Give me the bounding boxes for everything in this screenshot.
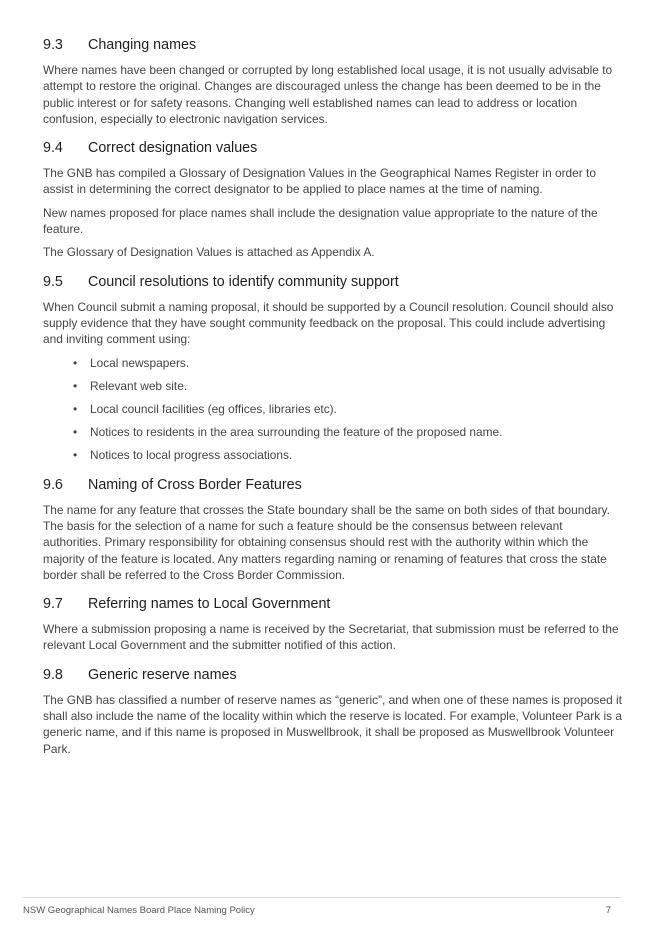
section-9-8 — [43, 666, 623, 757]
section-heading — [43, 36, 623, 54]
section-heading — [43, 139, 623, 157]
bullet-item — [43, 378, 623, 394]
section-paragraph: The GNB has compiled a Glossary of Designation Values in the Geographical Names Register in order to assist in determining the correct designator to be applied to place names at the time of naming. — [43, 166, 596, 197]
section-heading — [43, 666, 623, 684]
section-title: Generic reserve names — [88, 666, 237, 683]
section-heading — [43, 273, 623, 291]
bullet-marker: • — [73, 355, 78, 370]
section-9-6 — [43, 476, 623, 583]
section-number: 9.7 — [43, 596, 63, 613]
section-title: Council resolutions to identify community support — [88, 273, 399, 290]
section-9-5 — [43, 273, 623, 464]
section-title: Naming of Cross Border Features — [88, 476, 302, 493]
section-paragraph: The Glossary of Designation Values is attached as Appendix A. — [43, 245, 375, 260]
section-number: 9.5 — [43, 273, 63, 290]
section-paragraph: The GNB has classified a number of reserve names as “generic”, and when one of these names is proposed it shall also include the name of the locality within which the reserve is located. For example, Volunteer Park is a generic name, and if this name is proposed in Muswellbrook, it shall be proposed as Muswellbrook Volunteer Park. — [43, 692, 622, 756]
page-number: 7 — [605, 905, 611, 916]
section-number: 9.8 — [43, 666, 63, 683]
section-paragraph: Where a submission proposing a name is received by the Secretariat, that submission must be referred to the relevant Local Government and the submitter notified of this action. — [43, 622, 619, 653]
section-paragraph: The name for any feature that crosses the State boundary shall be the same on both sides of that boundary. The basis for the selection of a name for such a feature should be the consensus between relevant authorities. Primary responsibility for obtaining consensus should rest with the authority within which the majority of the feature is located. Any matters regarding naming or renaming of features that cross the state border shall be referred to the Cross Border Commission. — [43, 502, 610, 582]
section-9-3 — [43, 36, 623, 127]
bullet-text: Notices to residents in the area surrounding the feature of the proposed name. — [90, 425, 503, 440]
section-title: Correct designation values — [88, 140, 258, 157]
section-heading — [43, 595, 623, 613]
section-9-7 — [43, 595, 623, 654]
bullet-item — [43, 401, 623, 417]
section-heading — [43, 476, 623, 494]
bullet-marker: • — [73, 448, 78, 463]
section-number: 9.6 — [43, 476, 63, 493]
bullet-item — [43, 355, 623, 371]
bullet-marker: • — [73, 401, 78, 416]
bullet-text: Local newspapers. — [90, 355, 190, 370]
bullet-marker: • — [73, 378, 78, 393]
section-number: 9.4 — [43, 140, 63, 157]
bullet-text: Local council facilities (eg offices, libraries etc). — [90, 401, 337, 416]
document-page — [43, 36, 623, 769]
footer-title: NSW Geographical Names Board Place Naming Policy — [23, 905, 255, 916]
section-paragraph: New names proposed for place names shall include the designation value appropriate to the nature of the feature. — [43, 205, 598, 237]
page-footer — [23, 897, 621, 916]
section-paragraph: When Council submit a naming proposal, it should be supported by a Council resolution. Council should also supply evidence that they have sought community feedback on the proposal. This could include advertising and inviting comment using: — [43, 299, 614, 347]
bullet-list — [43, 355, 623, 464]
section-title: Changing names — [88, 37, 197, 53]
section-9-4 — [43, 139, 623, 260]
section-paragraph: Where names have been changed or corrupted by long established local usage, it is not usually advisable to attempt to restore the original. Changes are discouraged unless the change has been deemed to be in the public interest or for safety reasons. Changing well established names can lead to address or location confusion, especially to electronic navigation services. — [43, 63, 613, 126]
bullet-text: Relevant web site. — [90, 378, 188, 393]
bullet-item — [43, 424, 623, 440]
bullet-marker: • — [73, 425, 78, 440]
section-title: Referring names to Local Government — [88, 596, 331, 613]
bullet-text: Notices to local progress associations. — [90, 448, 293, 463]
section-number: 9.3 — [43, 37, 63, 53]
bullet-item — [43, 447, 623, 463]
